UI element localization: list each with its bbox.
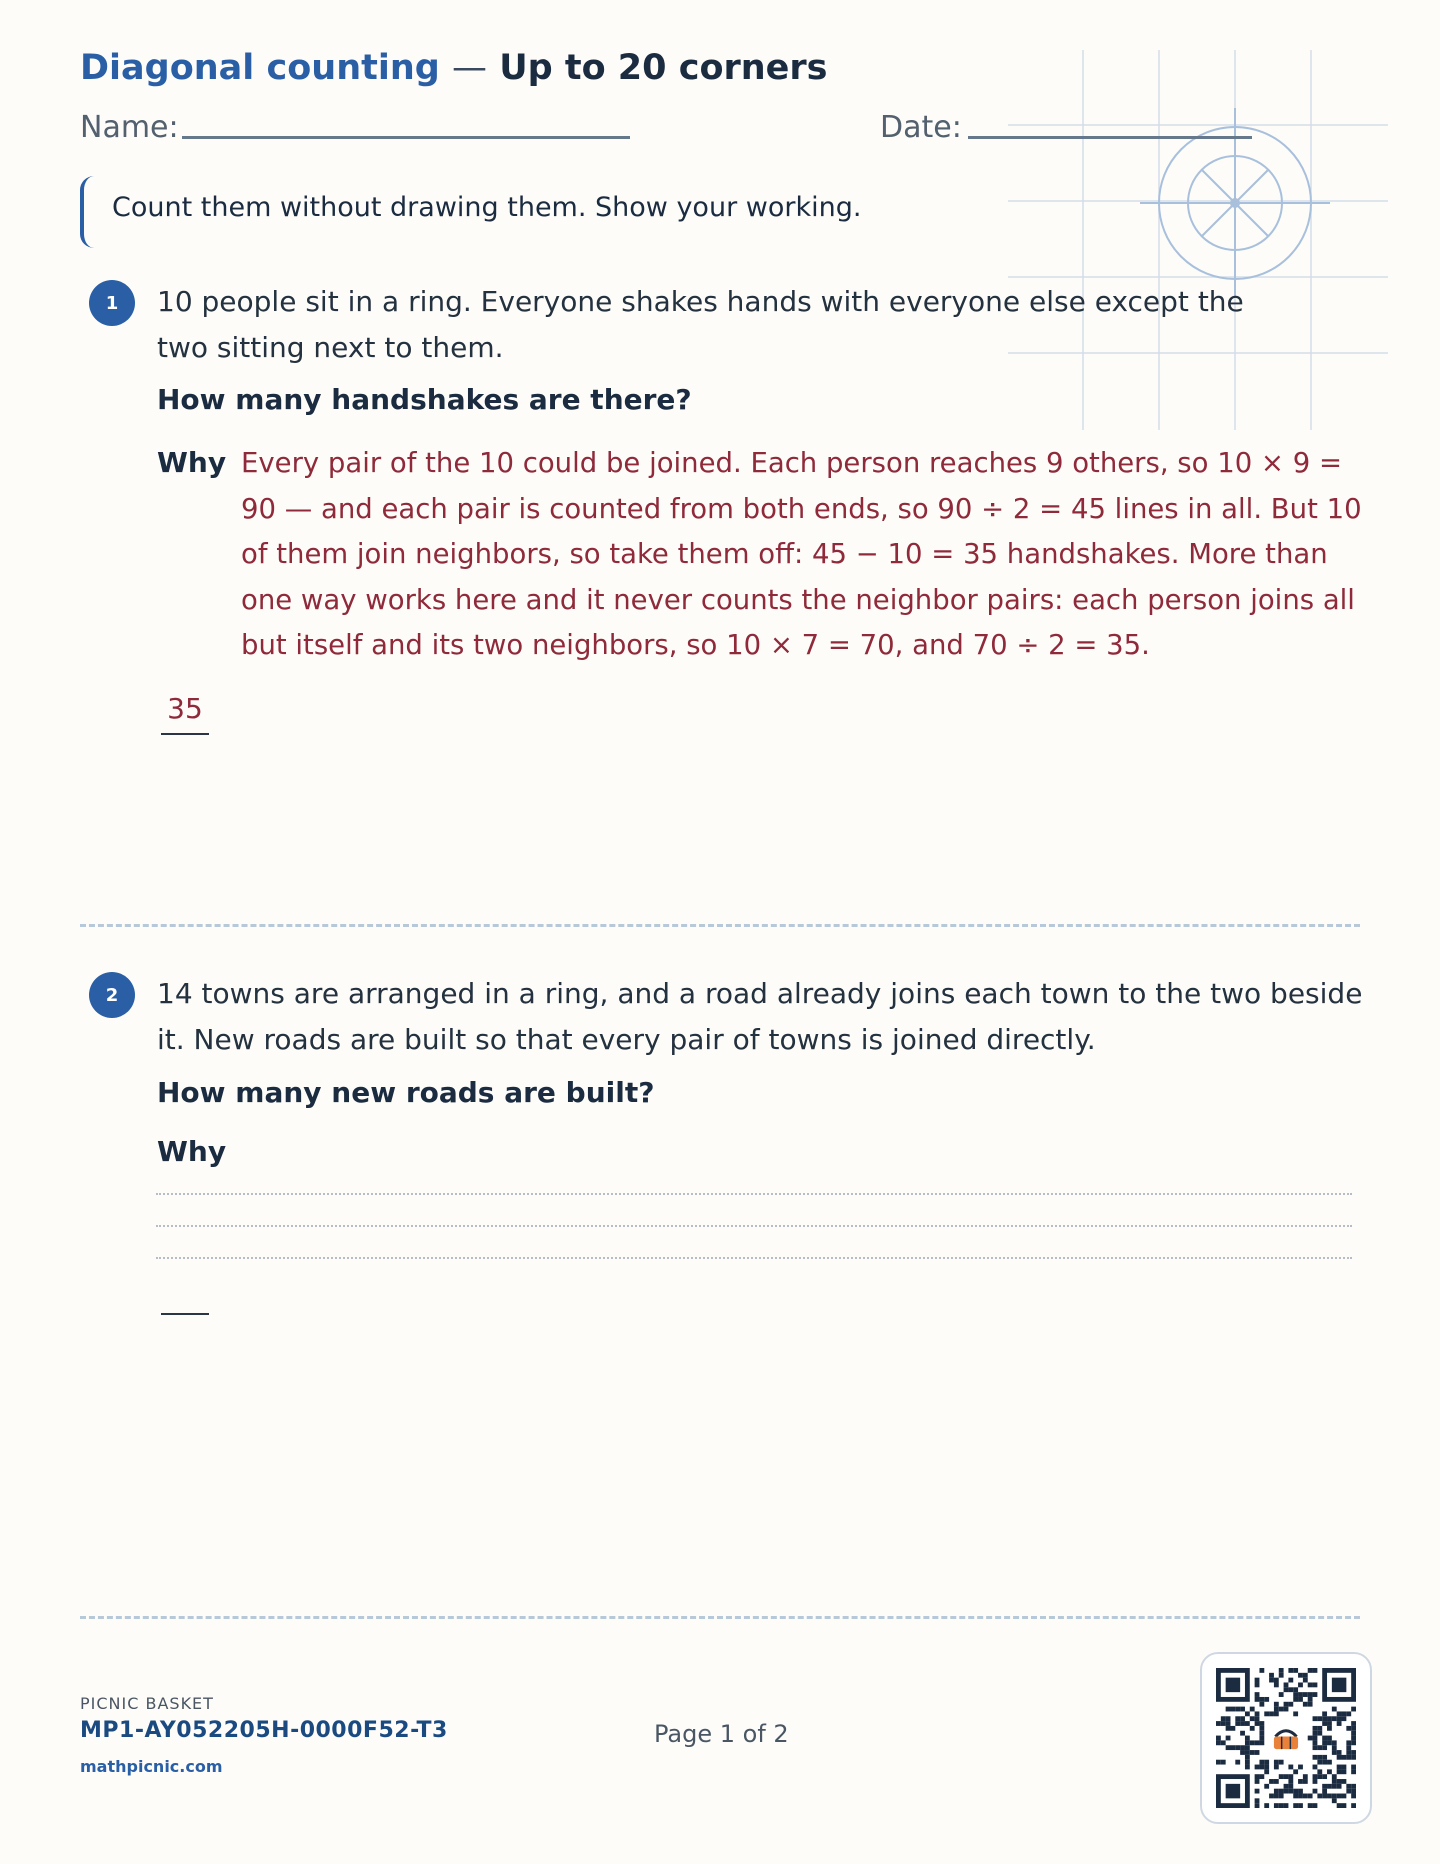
title-topic: Diagonal counting <box>80 48 440 88</box>
question-prompt: How many new roads are built? <box>157 1076 655 1109</box>
page-title <box>80 48 828 88</box>
name-field[interactable] <box>182 136 630 139</box>
title-level: Up to 20 corners <box>499 48 828 88</box>
date-label: Date: <box>880 110 962 145</box>
instructions-box <box>80 176 1160 248</box>
question-number-badge: 1 <box>89 280 135 326</box>
question-text: 14 towns are arranged in a ring, and a road already joins each town to the two beside it. New roads are built so that every pair of towns is joined directly. <box>157 977 1363 1056</box>
question-number-badge: 2 <box>89 972 135 1018</box>
page-indicator: Page 1 of 2 <box>654 1720 789 1748</box>
question-text: 10 people sit in a ring. Everyone shakes hands with everyone else except the two sitting next to them. <box>157 285 1244 364</box>
why-label: Why <box>157 446 227 479</box>
instructions-text: Count them without drawing them. Show your working. <box>112 192 862 223</box>
working-line[interactable] <box>156 1225 1352 1227</box>
name-label: Name: <box>80 110 179 145</box>
worksheet-code: MP1-AY052205H-0000F52-T3 <box>80 1718 448 1743</box>
working-line[interactable] <box>156 1257 1352 1259</box>
qr-code-icon <box>1216 1668 1356 1808</box>
date-field[interactable] <box>968 136 1252 139</box>
instructions-accent-bar <box>80 176 94 248</box>
answer-line[interactable] <box>161 1313 209 1315</box>
brand-name: PICNIC BASKET <box>80 1694 214 1713</box>
site-link[interactable]: mathpicnic.com <box>80 1757 223 1776</box>
answer-line[interactable] <box>161 733 209 735</box>
footer-separator <box>80 1616 1360 1619</box>
answer-value: 35 <box>167 692 203 725</box>
working-line[interactable] <box>156 1193 1352 1195</box>
why-label: Why <box>157 1135 227 1168</box>
question-separator <box>80 924 1360 927</box>
why-explanation: Every pair of the 10 could be joined. Each person reaches 9 others, so 10 × 9 = 90 — and each pair is counted from both ends, so 90 ÷ 2 = 45 lines in all. But 10 of them join neighbors, so take them off: 45 − 10 = 35 handshakes. More than one way works here and it never counts the neighbor pairs: each person joins all but itself and its two neighbors, so 10 × 7 = 70, and 70 ÷ 2 = 35. <box>241 447 1362 661</box>
question-prompt: How many handshakes are there? <box>157 383 692 416</box>
qr-code-frame <box>1200 1652 1372 1824</box>
title-separator: — <box>452 48 487 88</box>
